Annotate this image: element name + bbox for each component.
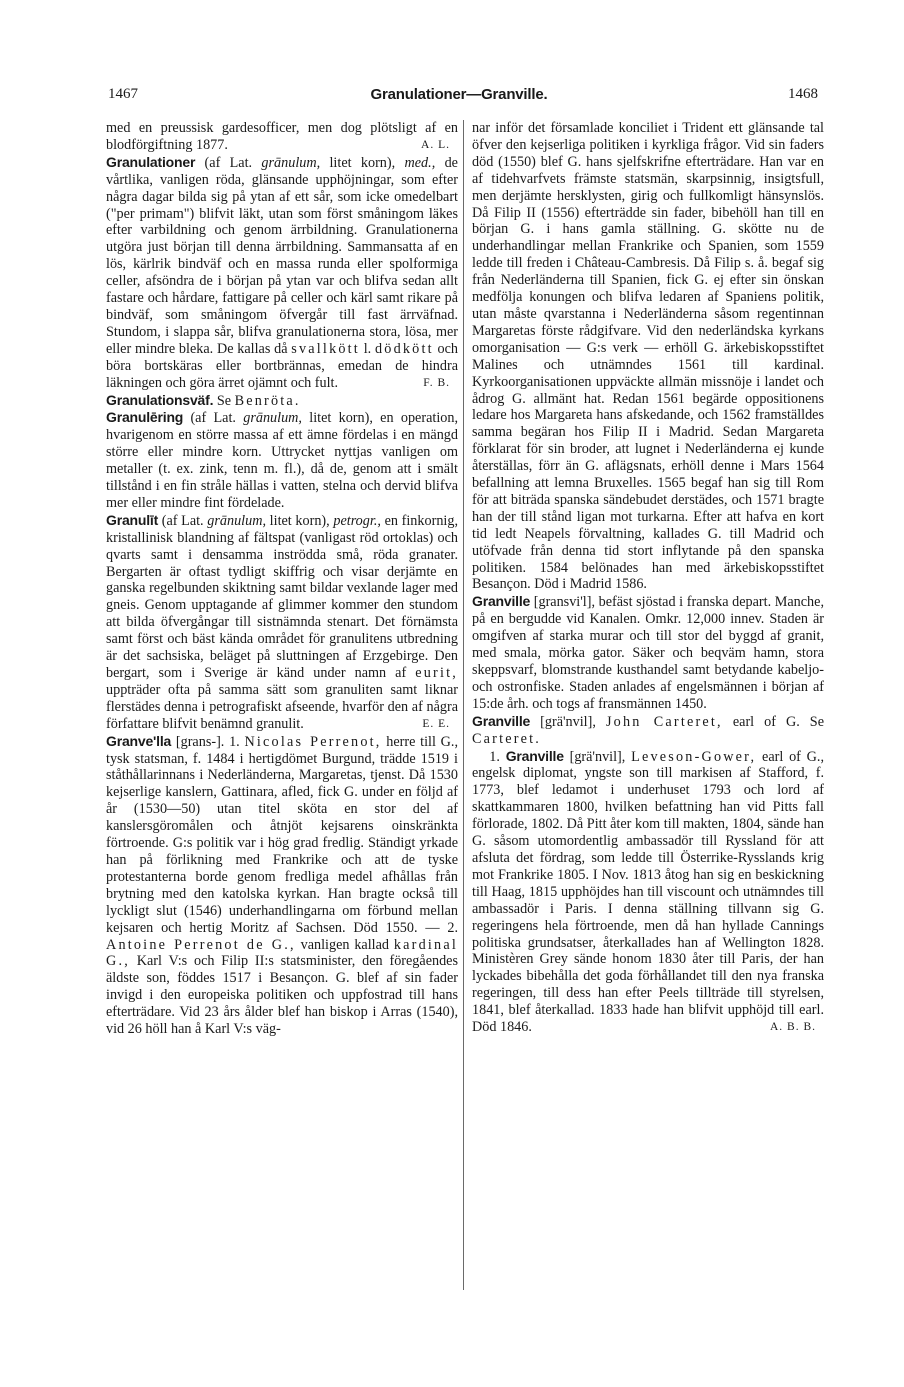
author-signature: E. E. [422,717,450,730]
page-number-left: 1467 [108,86,138,102]
headword: Granulīt [106,511,159,528]
entry-granvella: Granve'lla [grans-]. 1. Nicolas Perrenot, herre till G., tysk statsman, f. 1484 i hertigdömet Burgund, trädde 1519 i ståthållarinnans i Nederländerna, Margaretas, tjenst. Då 1530 kejserlige kanslern, Gattinara, afled, fick G. under en följd af år (1530—50) utan titel sköta en stor del af kanslersgöromålen och åtnjöt kejsarens oinskränkta förtroende. G:s politik var i hög grad fredlig. Ständigt yrkade han på förlikning med Frankrike och att de tyske protestanterna borde genom fredliga medel afhållas från brytning med den katolska kyrkan. Han bragte också till lyckligt slut (1546) underhandlingarna om förbund mellan kejsaren och hertig Moritz af Sachsen. Död 1550. — 2. Antoine Perrenot de G., vanligen kallad kardinal G., Karl V:s och Filip II:s statsminister, den föregåendes äldste son, föddes 1517 i Besançon. G. blef af sin fader invigd i den europeiska politiken och uppfostrad till hans efterträdare. Vid 23 års ålder blef han biskop i Arras (1540), vid 26 höll han å Karl V:s väg- [106,732,458,1038]
headword: Granve'lla [106,732,172,749]
headword: Granville [472,593,531,610]
entry-granulering: Granulēring (af Lat. grānulum, litet korn), en operation, hvarigenom en större massa af ett ämne fördelas i en mängd större eller mindre korn. Uttrycket nyttjas vanligen om metaller (t. ex. zink, tenn m. fl.), då de, genom att i smält tillstånd i en fin stråle hällas i vatten, stelna och dervid blifva mer eller mindre fint fördelade. [106,409,458,511]
right-column [472,120,824,1320]
page-header [100,86,818,110]
column-divider [463,120,464,1290]
left-column [106,120,458,1320]
author-signature: A. B. B. [769,1021,816,1034]
cross-reference: Carteret. [472,730,542,747]
entry-granville-leveson-gower: 1. Granville [grä'nvil], Leveson-Gower, earl of G., engelsk diplomat, yngste son till markisen af Stafford, f. 1773, blef ledamot i underhuset 1793 och lord af skattkammaren 1800, hvilken befattning han vid Pitts fall förlorade, 1802. Då Pitt åter kom till makten, 1804, sände han G. såsom utomordentlig ambassadör till Ryssland för att afsluta det fördrag, som ledde till Österrike-Rysslands krig mot Frankrike 1805. I Nov. 1813 åtog han sig en beskickning till Haag, 1815 upphöjdes han till viscount och utnämndes till ambassadör i Paris. I denna ställning tillvann sig G. regeringens hela förtroende, men då han hyllade Cannings politiska grundsatser, återkallades han af Wellington 1828. Ministèren Grey sände honom 1830 åter till Paris, der han lyckades bibehålla det goda förhållandet till den nya franska regeringen, till dess han efter Peels tillträde till styrelsen, 1841, blef återkallad. 1833 hade han blifvit upphöjd till earl. Död 1846. A. B. B. [472,747,824,1036]
entry-granulationsvaf: Granulationsväf. Se Benröta. [106,391,301,409]
page-number-right: 1468 [788,86,818,102]
headword: Granville [472,712,531,729]
cross-reference: Benröta. [234,392,301,409]
continued-paragraph: med en preussisk gardesofficer, men dog plötsligt af en blodförgiftning 1877. A. L. [106,120,458,153]
author-signature: F. B. [423,376,450,389]
entry-granville-carteret: Granville [grä'nvil], John Carteret, earl of G. Se Carteret. [472,712,824,747]
headword: Granulationer [106,153,196,170]
running-title: Granulationer—Granville. [370,86,548,103]
author-signature: A. L. [421,138,450,151]
headword: Granulēring [106,409,184,426]
continued-paragraph: nar inför det församlade konciliet i Trident ett glänsande tal öfver den kejserliga politiken i kyrkliga frågor. Vid sin faders död (1550) blef G. hans sjelfskrifne efterträdare. Han var en af tidehvarfvets främste statsmän, skarpsinnig, insigtsfull, men derjämte hersklysten, girig och fullkomligt hänsynslös. Då Filip II (1556) efterträdde sin fader, bibehöll han till en början G. i hans gamla ställning. G. skötte nu de underhandlingar mellan Frankrike och Spanien, som 1559 ledde till freden i Château-Cambresis. Då Filip s. å. begaf sig från Nederländerna till Spanien, fick G. ej efter sin önskan medfölja konungen och blifva ledaren af Spaniens politik, utan måste qvarstanna i Nederländerna såsom regentinnan Margaretas förste rådgifvare. Vid den nederländska kyrkans omorganisation — G:s verk — erhöll G. ärkebiskopsstiftet Malines och utnämndes 1561 till kardinal. Kyrkoorganisationen uppväckte allmän missnöje i landet och ådrog G. allmänt hat. Redan 1561 begärde oppositionens ledare hos Margareta hans afskedande, och 1562 framställdes samma begäran hos Filip II i Madrid. Sedan Margareta förklarat för sin broder, att lugnet i Nederländerna ej kunde återställas, förr än G. aflägsnats, erhöll denne i Mars 1564 befallning att lemna Bruxelles. 1565 begaf han sig till Rom för att biträda spanska sändebudet derstädes, och 1571 bragte han der till stånd ligan mot turkarna. Efter att hafva en kort tid ledt Neapels förvaltning, kallades G. till Madrid och utöfvade från denna tid stort inflytande på den spanska politiken. 1584 belönades han med ärkebiskopsstiftet Besançon. Död i Madrid 1586. [472,120,824,593]
headword: Granulationsväf. [106,391,214,408]
entry-granville-town: Granville [gransvi'l], befäst sjöstad i franska depart. Manche, på en bergudde vid Kanalen. Omkr. 12,000 innev. Staden är omgifven af starka murar och till stor del byggd af granit, med smala, mörka gator. Säker och beqväm hamn, stora skeppsvarf, blomstrande kusthandel samt betydande kabeljo- och ostronfiske. Staden anlades af engelsmännen i början af 15:de årh. och togs af fransmännen 1450. [472,593,824,712]
headword: Granville [505,747,564,764]
entry-granulationer: Granulationer (af Lat. grānulum, litet korn), med., de vårtlika, vanligen röda, glänsande upphöjningar, som efter några dagar bilda sig på ytan af ett sår, som icke omedelbart ("per primam") blifvit läkt, utan som först småningom läkes efter varbildning och genom ärrbildning. Granulationerna utgöra just början till denna ärrbildning. Sammansatta af en lös, kärlrik bindväf och en massa runda eller spolformiga celler, afsöndra de i början på ytan var och blifva sedan allt fastare och hårdare, fattigare på celler och kärl samt rikare på bindväf, som småningom öfvergår till fast ärrväfnad. Stundom, i slappa sår, blifva granulationerna stora, lösa, mer eller mindre bleka. De kallas då svallkött l. dödkött och böra bortskäras eller bortbrännas, emedan de hindra läkningen och göra ärret ojämnt och fult. F. B. [106,153,458,391]
entry-granulit: Granulīt (af Lat. grānulum, litet korn), petrogr., en finkornig, kristallinisk blandning af fältspat (vanligast röd ortoklas) och qvarts samt i densamma inströdda små, röda granater. Bergarten är oftast tydligt skiffrig och visar derjämte en ganska regelbunden skiktning samt bildar vexlande lager med gneis. Genom upptagande af glimmer kommer den stundom att bilda öfvergångar till sistnämnda stenart. Det förnämsta samt först och bäst kända området för granulitens utbredning är det sachsiska, beläget på sluttningen af Erzgebirge. Den bergart, som i Sverige är känd under namn af eurit, uppträder ofta på samma sätt som granuliten samt liknar flerstädes denna i petrografiskt afseende, hvarför den af några författare blifvit benämnd granulit. E. E. [106,511,458,732]
